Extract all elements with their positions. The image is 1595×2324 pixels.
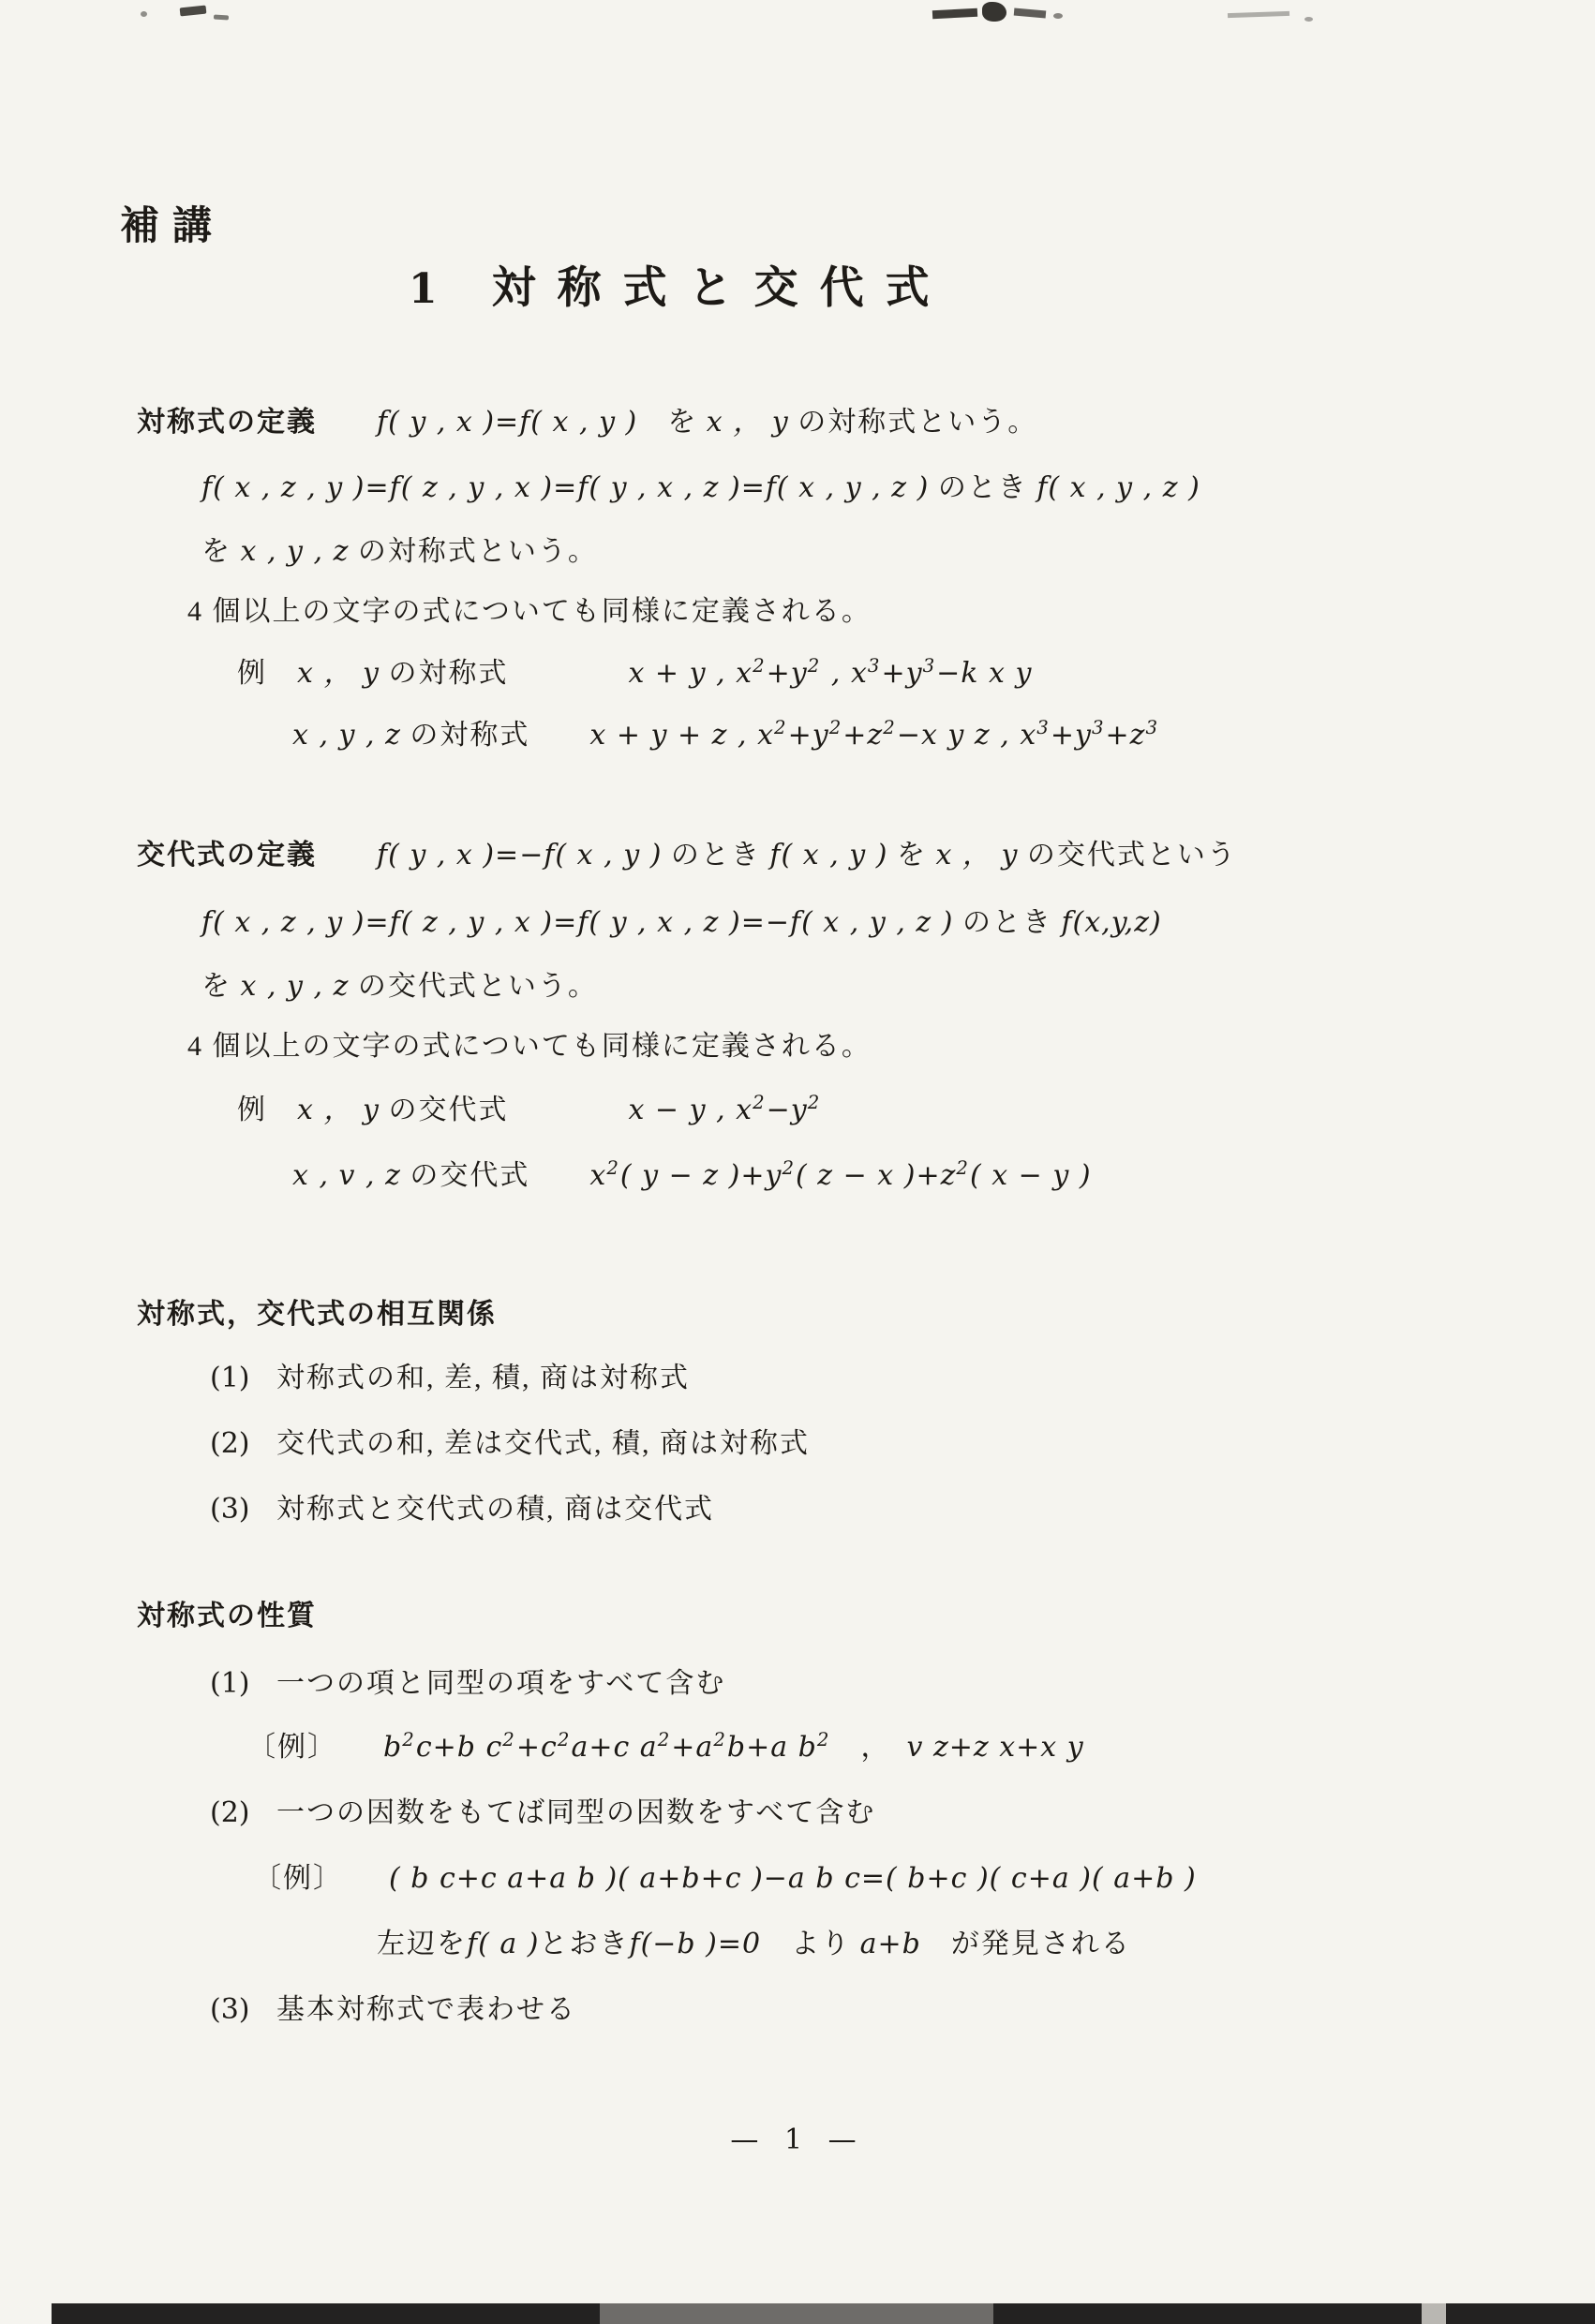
- sym-def-heading-line: 対称式の定義 f( y , x )=f( x , y ) を x ， y の対称式という。: [137, 406, 1038, 439]
- chapter-number: 1: [409, 265, 438, 313]
- scan-artifact-bottom-band: [52, 2303, 1595, 2324]
- chapter-title: 対称式と交代式: [491, 264, 951, 313]
- sym-def-remark-line: 4 個以上の文字の式についても同様に定義される。: [187, 596, 872, 627]
- sym-example-line-2: x , y , z の対称式 x + y + z , $x^2+y^2+z^2-x$ y z , $x^3+y^3+z^3$: [292, 717, 1160, 752]
- properties-item-2: (2) 一つの因数をもてば同型の因数をすべて含む: [210, 1796, 876, 1829]
- sym-example-line-1: 例 x ， y の対称式 x + y , $x^2+y^2$ , $x^3+y^3-k$ x y: [237, 655, 1033, 690]
- relations-item-1: (1) 対称式の和, 差, 積, 商は対称式: [210, 1362, 690, 1394]
- properties-example-2-note: 左辺をf( a )とおきf(−b )=0 より a+b が発見される: [377, 1928, 1131, 1960]
- relations-item-2: (2) 交代式の和, 差は交代式, 積, 商は対称式: [210, 1427, 810, 1460]
- properties-example-1: 〔例〕 $b^2c+b$ $c^2+c^2a+c$ $a^2+a^2b+a$ $b^2$ ， v z+z x+x y: [247, 1729, 1084, 1764]
- header-label: 補講: [120, 205, 226, 248]
- scan-artifact: [932, 8, 977, 19]
- scan-artifact: [1228, 11, 1289, 18]
- scan-artifact: [1053, 13, 1063, 19]
- alt-def-formula-line: f( x , z , y )=f( z , y , x )=f( y , x , z )=−f( x , y , z ) のとき f(x,y,z): [201, 906, 1162, 939]
- relations-item-3: (3) 対称式と交代式の積, 商は交代式: [210, 1493, 714, 1526]
- scan-artifact: [1304, 17, 1313, 22]
- scan-artifact: [1422, 2303, 1446, 2324]
- alt-def-continuation-line: を x , y , z の交代式という。: [201, 970, 598, 1003]
- scan-artifact: [600, 2303, 993, 2324]
- scan-artifact: [141, 11, 147, 17]
- alt-def-heading-line: 交代式の定義 f( y , x )=−f( x , y ) のとき f( x , y ) を x ， y の交代式という: [137, 839, 1237, 872]
- properties-item-3: (3) 基本対称式で表わせる: [210, 1993, 576, 2026]
- chapter-title-row: [409, 253, 951, 316]
- scan-artifact: [180, 6, 207, 17]
- page-number: — 1 —: [730, 2123, 865, 2156]
- alt-example-line-1: 例 x ， y の交代式 x − y , $x^2-y^2$: [237, 1092, 822, 1126]
- scan-artifact: [982, 2, 1006, 22]
- scan-artifact: [214, 14, 229, 20]
- scan-artifact: [1014, 8, 1047, 19]
- properties-item-1: (1) 一つの項と同型の項をすべて含む: [210, 1667, 726, 1700]
- sym-def-formula-line: f( x , z , y )=f( z , y , x )=f( y , x , z )=f( x , y , z ) のとき f( x , y , z ): [201, 471, 1200, 504]
- properties-heading: 対称式の性質: [137, 1601, 317, 1631]
- relations-heading: 対称式，交代式の相互関係: [137, 1299, 497, 1330]
- alt-example-line-2: x , v , z の交代式 $x^2$( y − z )$+y^2$( z − x )$+z^2$( x − y ): [292, 1157, 1092, 1192]
- properties-example-2: 〔例〕 ( b c+c a+a b )( a+b+c )−a b c=( b+c )( c+a )( a+b ): [253, 1862, 1197, 1895]
- alt-def-remark-line: 4 個以上の文字の式についても同様に定義される。: [187, 1031, 872, 1062]
- sym-def-continuation-line: を x , y , z の対称式という。: [201, 535, 598, 568]
